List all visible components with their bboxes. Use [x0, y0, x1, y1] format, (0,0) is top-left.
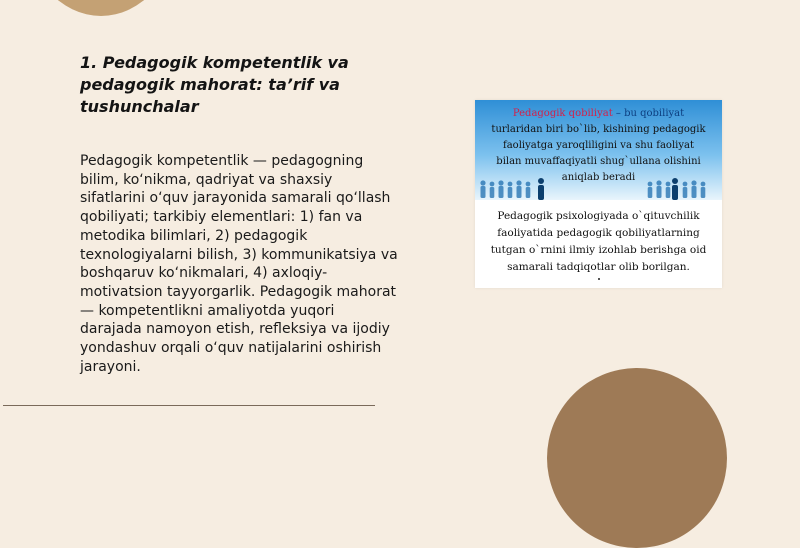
image-dot	[598, 278, 600, 280]
image-highlight-text: Pedagogik qobiliyat	[512, 108, 613, 119]
image-banner	[475, 100, 722, 200]
image-line-4: bilan muvaffaqiyatli shug`ullana olishini	[496, 156, 701, 167]
slide-body-text: Pedagogik kompetentlik — pedagogning bilim, ko‘nikma, qadriyat va shaxsiy sifatlarini o‘quv jarayonida samarali qo‘llash qobiliyati; tarkibiy elementlari: 1) fan va metodika bilimlari, 2) pedagogik texnologiyalarni bilish, 3) kommunikatsiya va boshqaruv ko‘nikmalari, 4) axloqiy-motivatsion tayyorgarlik. Pedagogik mahorat — kompetentlikni amaliyotda yuqori darajada namoyon etish, refleksiya va ijodiy yondashuv orqali o‘quv natijalarini oshirish jarayoni.	[80, 153, 398, 375]
image-line-5: aniqlab beradi	[561, 172, 636, 183]
image-line-3: faoliyatga yaroqliligini va shu faoliyat	[503, 140, 694, 151]
image-p2-line-3: tutgan o`rnini ilmiy izohlab berishga oid	[490, 244, 707, 256]
image-line-1	[475, 106, 722, 122]
image-p2-line-2: faoliyatida pedagogik qobiliyatlarning	[497, 227, 700, 239]
image-line-1-rest: – bu qobiliyat	[612, 108, 685, 119]
slide-title: 1. Pedagogik kompetentlik va pedagogik mahorat: ta’rif va tushunchalar	[80, 53, 349, 116]
decorative-circle-bottom	[547, 368, 727, 548]
image-p2-line-1: Pedagogik psixologiyada o`qituvchilik	[497, 210, 700, 222]
image-paragraph-2	[475, 208, 722, 276]
decorative-circle-top	[26, 0, 176, 16]
divider-line	[3, 405, 375, 406]
image-line-2: turlaridan biri bo`lib, kishining pedagogik	[491, 124, 706, 135]
slide-image	[475, 100, 722, 288]
image-p2-line-4: samarali tadqiqotlar olib borilgan.	[507, 261, 690, 273]
